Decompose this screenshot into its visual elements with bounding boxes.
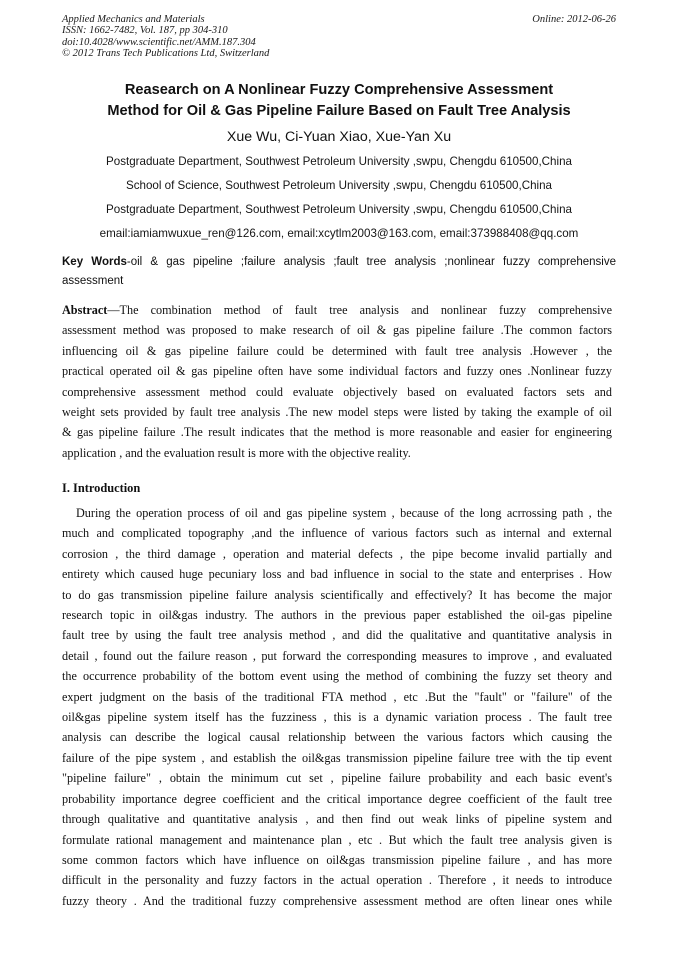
intro-line: formulate rational management and maintenance plan , etc . But which the fault tree analysis given is xyxy=(62,832,612,847)
affiliation-3: Postgraduate Department, Southwest Petroleum University ,swpu, Chengdu 610500,China xyxy=(106,203,572,216)
intro-line: oil&gas pipeline system itself has the fuzziness , this is a dynamic variation process . The fault tree xyxy=(62,710,612,725)
abstract-line: —The combination method of fault tree analysis and nonlinear fuzzy comprehensive xyxy=(107,303,612,317)
intro-line: fuzzy theory . And the traditional fuzzy comprehensive assessment method are often linear ones while xyxy=(62,893,612,908)
intro-line: expert judgment on the basis of the traditional FTA method , etc .But the "fault" or "failure" of the xyxy=(62,689,612,704)
intro-line: corrosion , the third damage , operation and material defects , the pipe become invalid partially and xyxy=(62,546,612,561)
abstract-line: weight sets provided by fault tree analysis .The new model steps were listed by taking the example of oil xyxy=(62,405,612,420)
abstract-line: application , and the evaluation result is more with the objective reality. xyxy=(62,445,411,460)
title-line-1: Reasearch on A Nonlinear Fuzzy Comprehensive Assessment xyxy=(124,82,554,98)
abstract-line: & gas pipeline failure .The result indicates that the method is more reasonable and easier for engineering xyxy=(62,425,612,440)
title-line-2: Method for Oil & Gas Pipeline Failure Based on Fault Tree Analysis xyxy=(107,103,571,119)
intro-line: entirety which caused huge pecuniary loss and bad influence in social to the state and enterprises . How xyxy=(62,567,612,582)
abstract-label: Abstract xyxy=(62,303,108,317)
intro-line: through qualitative and quantitative analysis , and then find out weak links of pipeline system and xyxy=(62,812,612,827)
publication-header xyxy=(62,14,616,59)
intro-line: some common factors which have influence on oil&gas transmission pipeline failure , and has more xyxy=(62,852,612,867)
section-heading-introduction: I. Introduction xyxy=(62,481,141,495)
intro-line: research topic in oil&gas industry. The authors in the previous paper established the oil-gas pipeline xyxy=(62,608,612,623)
intro-line: to do gas transmission pipeline failure analysis scientifically and effectively? It has become the major xyxy=(62,587,612,602)
email-line: email:iamiamwuxue_ren@126.com, email:xcytlm2003@163.com, email:373988408@qq.com xyxy=(99,227,579,240)
intro-line: "pipeline failure" , obtain the minimum cut set , pipeline failure probability and each basic event's xyxy=(62,771,612,786)
intro-line: During the operation process of oil and gas pipeline system , because of the long acrrossing path , the xyxy=(76,506,612,520)
paper-title xyxy=(62,80,616,122)
abstract-line: influencing oil & gas pipeline failure could be determined with fault tree analysis .However , the xyxy=(62,343,612,358)
abstract-line: comprehensive assessment method could evaluate objectively based on evaluated factors sets and xyxy=(62,384,612,399)
introduction-body xyxy=(62,503,612,911)
intro-line: difficult in the personality and fuzzy factors in the actual operation . Therefore , it needs to introduce xyxy=(62,873,612,888)
intro-line: the occurrence probability of the bottom event using the method of combining the fuzzy set theory and xyxy=(62,669,612,684)
keywords-block xyxy=(62,253,616,291)
abstract-line: practical operated oil & gas pipeline often have some individual factors and fuzzy ones .Nonlinear fuzzy xyxy=(62,364,612,379)
doi-line: doi:10.4028/www.scientific.net/AMM.187.304 xyxy=(62,36,256,48)
abstract-block xyxy=(62,300,612,463)
author-list: Xue Wu, Ci-Yuan Xiao, Xue-Yan Xu xyxy=(226,129,452,145)
intro-line: probability importance degree coefficient and the critical importance degree coefficient of the fault tree xyxy=(62,791,612,806)
affiliation-1: Postgraduate Department, Southwest Petroleum University ,swpu, Chengdu 610500,China xyxy=(106,155,572,168)
intro-line: fault tree by using the fault tree analysis method , and did the qualitative and quantitative analysis in xyxy=(62,628,612,643)
keywords-text: -oil & gas pipeline ;failure analysis ;fault tree analysis ;nonlinear fuzzy comprehensive assessment xyxy=(62,256,617,287)
copyright-line: © 2012 Trans Tech Publications Ltd, Switzerland xyxy=(62,47,270,59)
keywords-label: Key Words xyxy=(62,256,127,268)
online-date: Online: 2012-06-26 xyxy=(532,14,616,25)
intro-line: detail , found out the failure reason , put forward the corresponding measures to improve , and evaluated xyxy=(62,648,612,663)
abstract-line: assessment method was proposed to make research of oil & gas pipeline failure .The common factors xyxy=(62,323,612,338)
intro-line: failure of the pipe system , and establish the oil&gas transmission pipeline failure tree with the tip event xyxy=(62,750,612,765)
intro-line: much and complicated topography ,and the influence of various factors such as internal and external xyxy=(62,526,612,541)
affiliation-2: School of Science, Southwest Petroleum University ,swpu, Chengdu 610500,China xyxy=(126,179,552,192)
journal-name: Applied Mechanics and Materials xyxy=(62,14,205,25)
issn-line: ISSN: 1662-7482, Vol. 187, pp 304-310 xyxy=(62,25,228,37)
intro-line: analysis can describe the logical causal relationship between the various factors which causing the xyxy=(62,730,612,745)
